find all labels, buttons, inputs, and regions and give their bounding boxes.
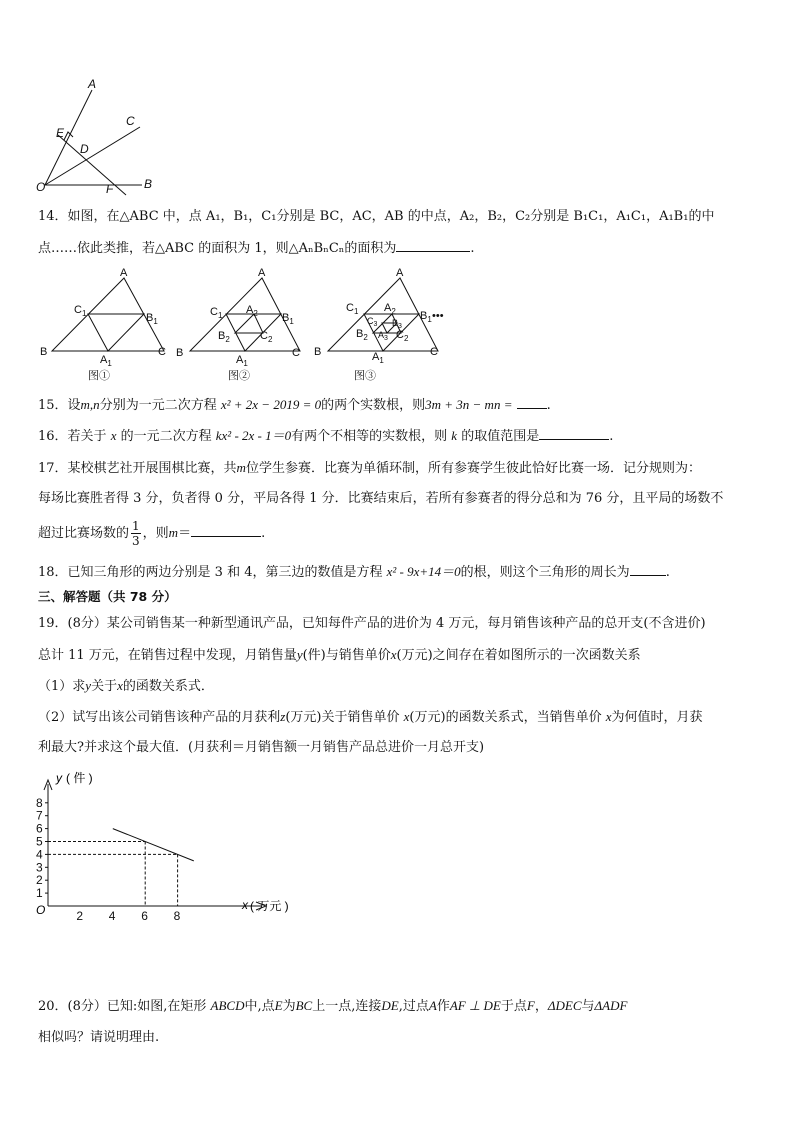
f1-A: A xyxy=(120,267,128,279)
y-axis-unit: ( 件 ) xyxy=(66,771,93,785)
q19-p2-suffix: 为何值时，月获 xyxy=(611,710,703,725)
q15-prefix: 15．设 xyxy=(38,398,81,413)
f3-C: C xyxy=(430,346,438,358)
q16-end: . xyxy=(609,429,614,444)
caption-fig1: 图① xyxy=(88,370,110,382)
q19-p1-mid: 关于 xyxy=(91,679,118,694)
f2-C2: $C_2$ xyxy=(260,330,273,344)
q16-prefix: 16．若关于 xyxy=(38,429,107,444)
q17-frac-num: 1 xyxy=(132,519,140,533)
q19-line1: 19．(8分）某公司销售某一种新型通讯产品，已知每件产品的进价为 4 万元，每月销售该种产品的总开支(不含进价) xyxy=(38,616,706,631)
f3-B1: $B_1$ xyxy=(420,310,432,324)
y-tick-label: 8 xyxy=(36,795,43,810)
caption-fig2: 图② xyxy=(228,370,250,382)
f1-A1: $A_1$ xyxy=(100,354,112,368)
q20-t5: 作 xyxy=(436,999,450,1014)
f3-A: A xyxy=(396,267,404,279)
q17-answer-blank xyxy=(191,523,261,537)
q15-mid: 分别为一元二次方程 xyxy=(99,398,217,413)
q17-l1-suffix: 位学生参赛．比赛为单循环制，所有参赛学生彼此恰好比赛一场．记分规则为： xyxy=(245,461,701,476)
f2-B1: $B_1$ xyxy=(282,312,294,326)
angle-figure xyxy=(30,75,170,200)
label-F: F xyxy=(106,182,114,196)
caption-fig3: 图③ xyxy=(354,370,376,382)
triangle-figures xyxy=(34,266,464,388)
f3-C2: $C_2$ xyxy=(396,329,409,343)
f3-C1: $C_1$ xyxy=(346,302,359,316)
q20-ABCD: ABCD xyxy=(210,998,245,1013)
q20-E: E xyxy=(274,998,283,1013)
q19-z: z xyxy=(280,709,286,724)
q17-m-eq: m xyxy=(168,525,179,540)
y-tick-label: 6 xyxy=(36,821,43,836)
f2-C: C xyxy=(292,347,300,359)
q20-t1: 中,点 xyxy=(244,999,275,1014)
fig1-midtriangle xyxy=(88,314,144,351)
q14-answer-blank xyxy=(396,238,470,252)
q19-p2-mid: (万元)关于销售单价 xyxy=(285,710,400,725)
q14-line1: 14．如图，在△ABC 中，点 A₁，B₁，C₁分别是 BC，AC，AB 的中点，A₂，B₂，C₂分别是 B₁C₁，A₁C₁，A₁B₁的中 xyxy=(38,209,715,224)
section-3-heading: 三、解答题（共 78 分） xyxy=(38,589,177,604)
q20-t8: 与 xyxy=(581,999,595,1014)
f2-C1: $C_1$ xyxy=(210,306,223,320)
y-tick-label: 4 xyxy=(36,847,43,862)
q19-line2 xyxy=(38,645,641,666)
q20-prefix: 20．(8分）已知:如图,在矩形 xyxy=(38,999,207,1014)
label-D: D xyxy=(80,142,89,156)
f3-B: B xyxy=(314,346,322,358)
q19-part2 xyxy=(38,707,703,728)
q15-end: . xyxy=(546,398,551,413)
q19-x: x xyxy=(390,647,397,662)
q20-BC: BC xyxy=(295,998,313,1013)
y-axis-letter: y xyxy=(56,771,62,785)
f1-B1: $B_1$ xyxy=(146,312,158,326)
segment-EF xyxy=(58,135,126,195)
f3-A1: $A_1$ xyxy=(372,351,384,365)
q19-part2-line2: 利最大?并求这个最大值．(月获利＝月销售额一月销售产品总进价一月总开支) xyxy=(38,740,485,755)
q20-line2: 相似吗？请说明理由. xyxy=(38,1030,160,1045)
q14-line2 xyxy=(38,238,475,259)
q19-p2-x: x xyxy=(403,709,410,724)
f1-C: C xyxy=(158,346,166,358)
q17-m: m xyxy=(236,460,246,475)
q20-t7: ， xyxy=(534,999,548,1014)
q17-line2: 每场比赛胜者得 3 分，负者得 0 分，平局各得 1 分．比赛结束后，若所有参赛者的得分总和为 76 分，且平局的场数不 xyxy=(38,491,724,506)
y-tick-label: 7 xyxy=(36,808,43,823)
label-C: C xyxy=(126,114,135,128)
q17-l1-prefix: 17．某校棋艺社开展围棋比赛，共 xyxy=(38,461,237,476)
f3-B2: $B_2$ xyxy=(356,328,368,342)
q16-answer-blank xyxy=(539,426,609,440)
q14-text: 点……依此类推，若△ABC 的面积为 1，则△AₙBₙCₙ的面积为 xyxy=(38,241,397,256)
q19-l2-mid: (件)与销售单价 xyxy=(302,648,391,663)
q20-A: A xyxy=(428,998,437,1013)
q19-p2-prefix: （2）试写出该公司销售该种产品的月获利 xyxy=(38,710,281,725)
y-tick-label: 2 xyxy=(36,873,43,888)
label-A: A xyxy=(88,77,97,91)
series-line xyxy=(113,829,194,861)
q16-mid2: 有两个不相等的实数根，则 xyxy=(291,429,448,444)
q15 xyxy=(38,395,551,416)
q14-end: . xyxy=(470,241,475,256)
label-E: E xyxy=(56,126,65,140)
q20-line1 xyxy=(38,996,627,1017)
q19-y: y xyxy=(296,647,303,662)
x-axis-letter: x xyxy=(242,898,248,912)
q16-x: x xyxy=(110,428,117,443)
fig2-inner xyxy=(235,314,263,333)
q19-l2-prefix: 总计 11 万元，在销售过程中发现，月销售量 xyxy=(38,648,297,663)
q18-suffix: 的根，则这个三角形的周长为 xyxy=(460,565,630,580)
f2-B2: $B_2$ xyxy=(218,330,230,344)
q16-mid3: 的取值范围是 xyxy=(461,429,540,444)
y-tick-label: 1 xyxy=(36,886,43,901)
q19-l2-suffix: (万元)之间存在着如图所示的一次函数关系 xyxy=(396,648,641,663)
q20-t4: ,过点 xyxy=(398,999,429,1014)
q17-line3 xyxy=(38,518,265,549)
f1-C1: $C_1$ xyxy=(74,304,87,318)
q20-F: F xyxy=(526,998,535,1013)
q20-t3: 上一点,连接 xyxy=(312,999,382,1014)
q18-end: . xyxy=(665,565,670,580)
y-tick-label: 5 xyxy=(36,834,43,849)
q17-end: . xyxy=(261,526,266,541)
f2-A: A xyxy=(258,267,266,279)
f2-B: B xyxy=(176,347,184,359)
f1-B: B xyxy=(40,346,48,358)
q19-p1-x: x xyxy=(117,678,123,693)
f3-B3: $B_3$ xyxy=(392,318,402,330)
q18-answer-blank xyxy=(630,562,666,576)
q20-ADF: ΔADF xyxy=(594,998,628,1013)
q20-DE: DE xyxy=(381,998,399,1013)
label-O: O xyxy=(36,180,46,194)
x-tick-label: 4 xyxy=(108,909,116,923)
q19-p1-suffix: 的函数关系式． xyxy=(122,679,214,694)
q19-p2-x2: x xyxy=(605,709,612,724)
f3-ellipsis: ••• xyxy=(432,310,444,322)
q17-line1 xyxy=(38,458,701,479)
q17-l3-mid: ，则 xyxy=(142,526,169,541)
q18 xyxy=(38,562,670,583)
right-angle-mark xyxy=(64,132,73,140)
y-tick-label: 3 xyxy=(36,860,43,875)
q16-mid: 的一元二次方程 xyxy=(120,429,212,444)
f2-A1: $A_1$ xyxy=(236,354,248,368)
q20-AF-DE: AF ⊥ DE xyxy=(449,998,501,1013)
q17-eq: ＝ xyxy=(178,526,192,541)
f3-A3: $A_3$ xyxy=(378,330,388,342)
x-axis-unit: ( 万元 ) xyxy=(250,899,289,913)
q16-k: k xyxy=(451,428,458,443)
x-tick-label: 6 xyxy=(141,909,148,923)
q16-equation: kx² - 2x - 1＝0 xyxy=(215,428,292,443)
q19-p2-mid2: (万元)的函数关系式，当销售单价 xyxy=(409,710,602,725)
q19-chart xyxy=(30,768,320,923)
q17-frac-den: 3 xyxy=(132,534,140,548)
q15-mid2: 的两个实数根，则 xyxy=(321,398,426,413)
q20-t6: 于点 xyxy=(500,999,527,1014)
q19-part1 xyxy=(38,676,214,697)
x-tick-label: 2 xyxy=(76,909,84,923)
q18-prefix: 18．已知三角形的两边分别是 3 和 4，第三边的数值是方程 xyxy=(38,565,383,580)
q15-answer-blank xyxy=(517,395,547,409)
q17-fraction xyxy=(131,519,141,548)
q16 xyxy=(38,426,613,447)
q15-expr: 3m + 3n − mn = xyxy=(425,397,513,412)
origin-label: O xyxy=(36,903,46,917)
q15-vars: m,n xyxy=(80,397,100,412)
q20-DEC: ΔDEC xyxy=(547,998,582,1013)
q19-p1-y: y xyxy=(85,678,92,693)
label-B: B xyxy=(144,177,153,191)
q15-equation: x² + 2x − 2019 = 0 xyxy=(220,397,322,412)
f2-A2: $A_2$ xyxy=(246,304,258,318)
q19-p1-prefix: （1）求 xyxy=(38,679,86,694)
q18-equation: x² - 9x+14＝0 xyxy=(386,564,461,579)
x-tick-label: 8 xyxy=(173,909,181,923)
q17-l3-prefix: 超过比赛场数的 xyxy=(38,526,130,541)
q20-t2: 为 xyxy=(282,999,296,1014)
f3-A2: $A_2$ xyxy=(384,302,396,316)
f3-C3: $C_3$ xyxy=(367,316,378,328)
